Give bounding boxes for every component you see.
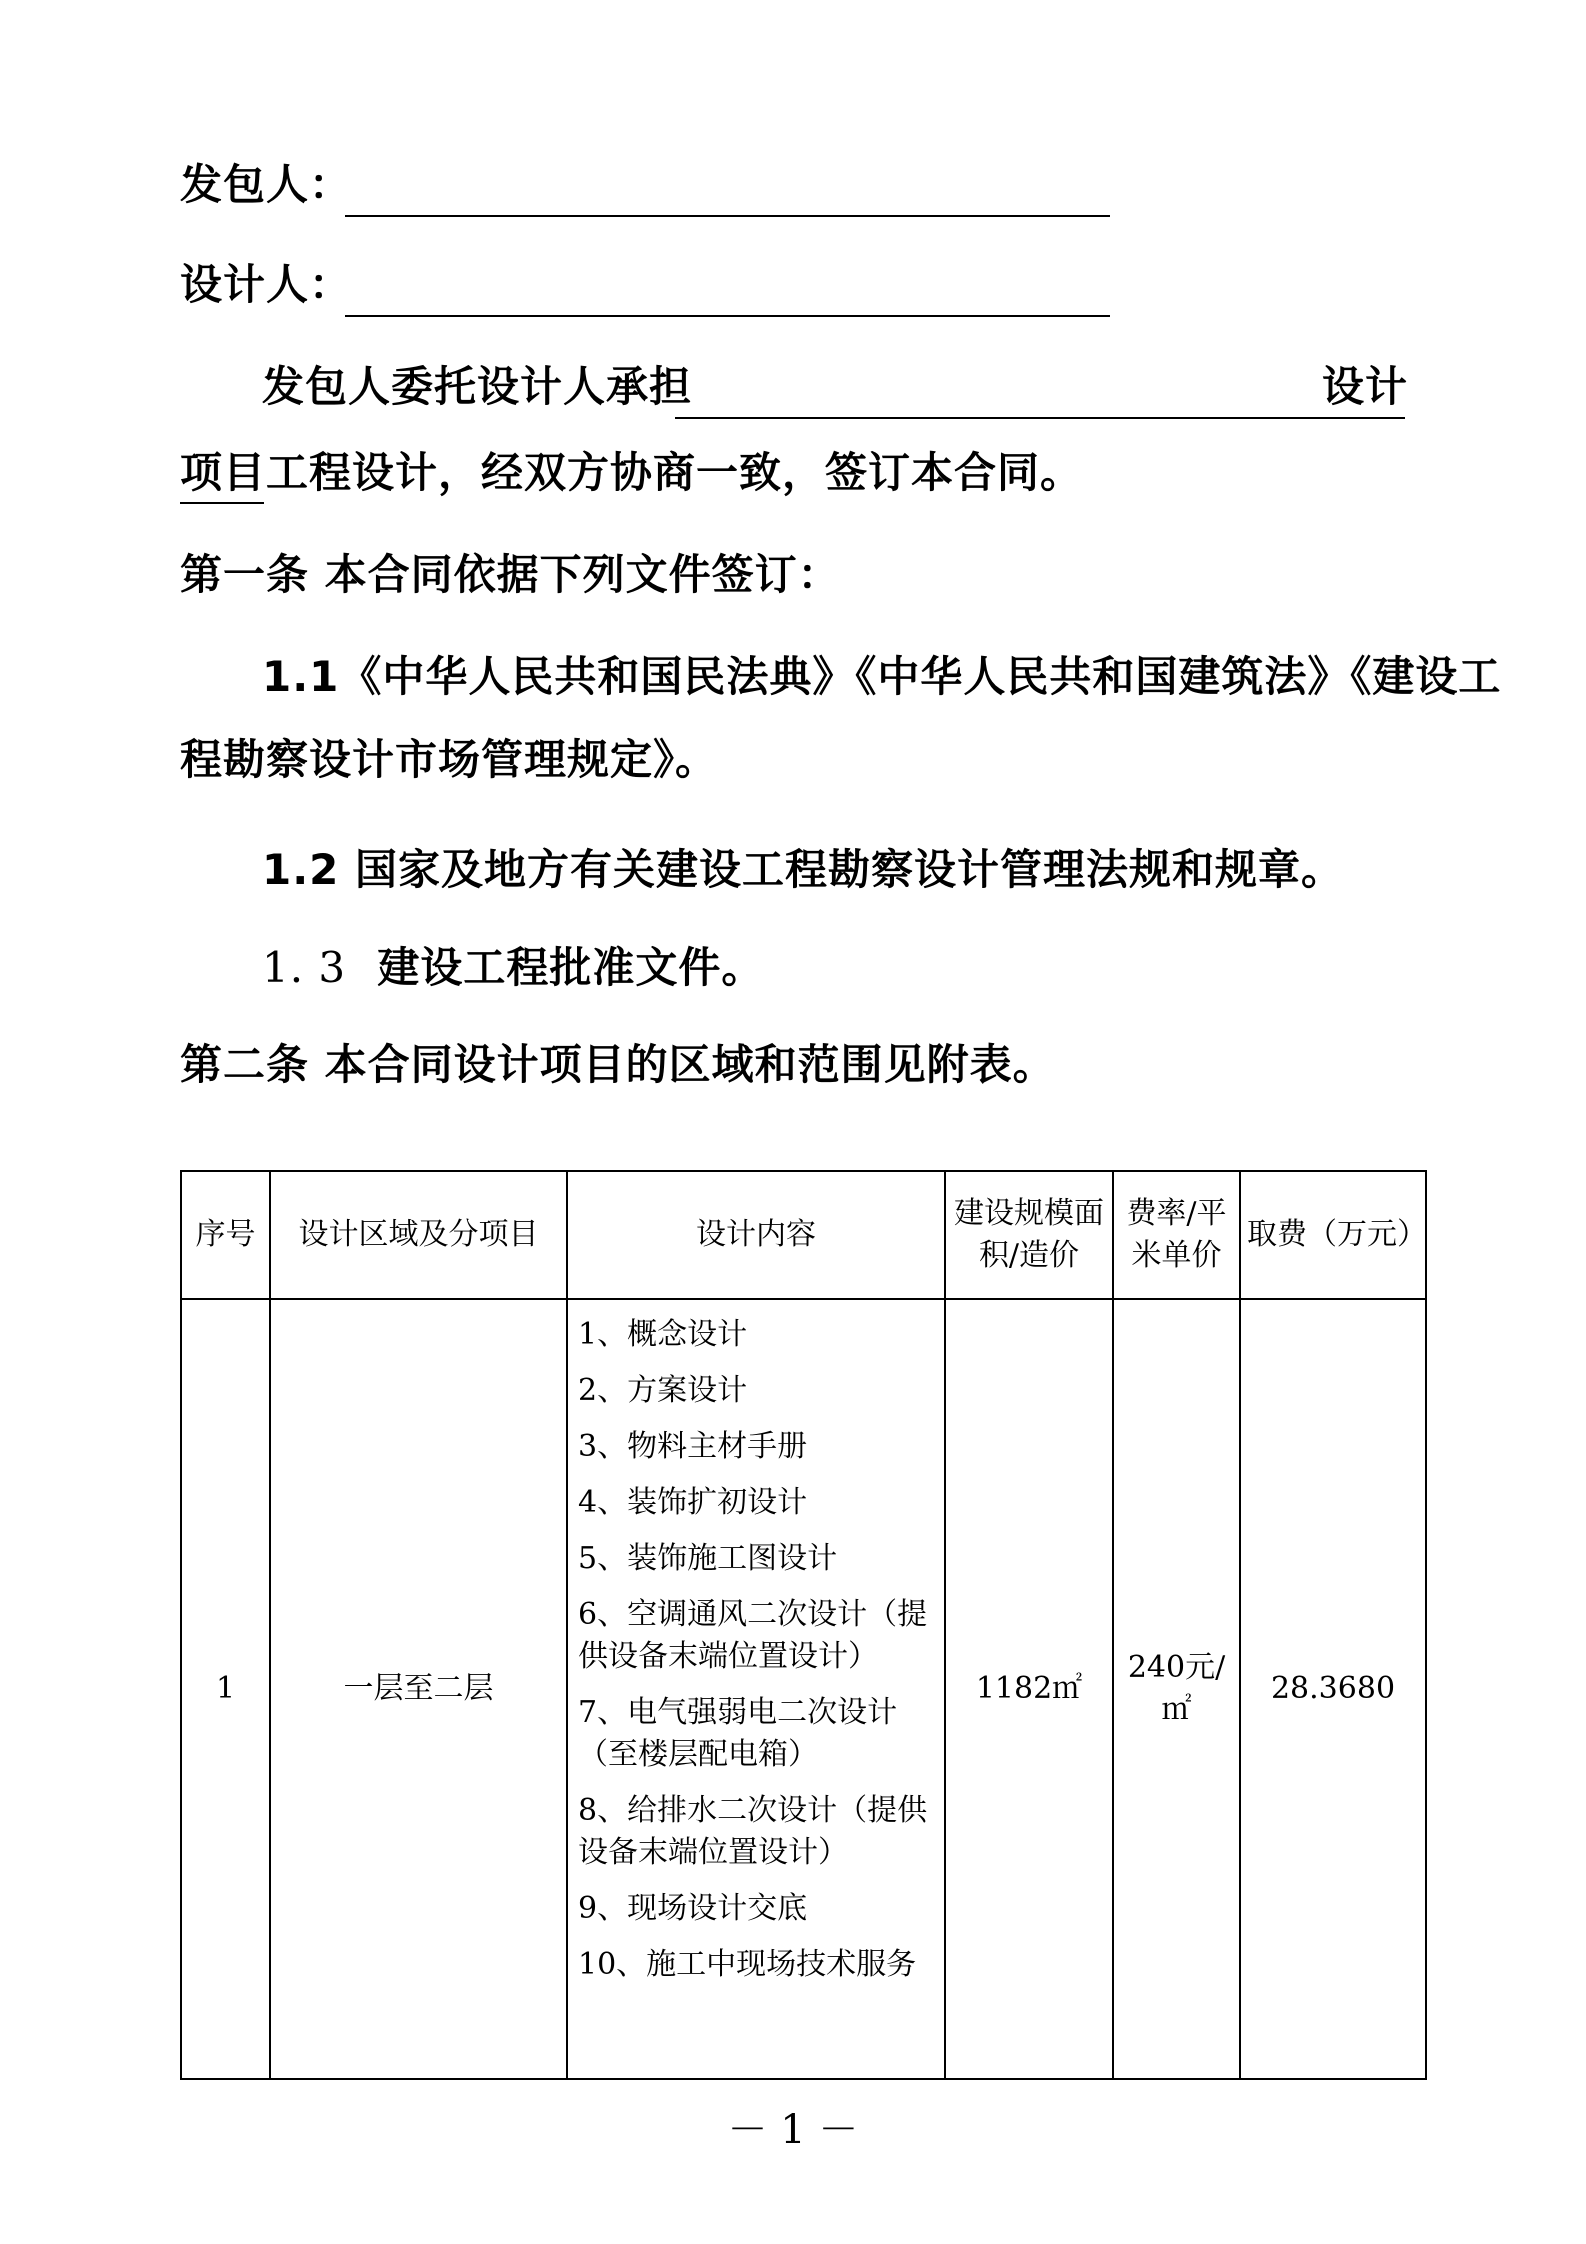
row-fee: 28.3680: [1240, 1299, 1426, 2079]
project-underline-end: [180, 502, 264, 504]
article1-item1-line2: 程勘察设计市场管理规定》。: [180, 735, 719, 784]
content-item: 10、施工中现场技术服务: [578, 1947, 917, 1982]
header-design-area: 设计区域及分项目: [270, 1171, 567, 1299]
article1-item3: [262, 943, 764, 993]
project-blank-line[interactable]: [675, 417, 1405, 419]
content-item: 7、电气强弱电二次设计（至楼层配电箱）: [578, 1695, 898, 1772]
employer-label: 发包人：: [180, 160, 353, 209]
content-item: 8、给排水二次设计（提供设备末端位置设计）: [578, 1793, 928, 1870]
content-item: 6、空调通风二次设计（提供设备末端位置设计）: [578, 1597, 928, 1674]
content-item: 5、装饰施工图设计: [578, 1541, 838, 1576]
designer-blank-line[interactable]: [345, 315, 1110, 317]
header-serial-no: 序号: [181, 1171, 270, 1299]
article2-heading: 第二条 本合同设计项目的区域和范围见附表。: [180, 1040, 1056, 1089]
row-scale: 1182㎡: [945, 1299, 1113, 2079]
content-item: 2、方案设计: [578, 1373, 748, 1408]
article1-item3-number: 1. 3: [262, 943, 347, 992]
designer-label: 设计人：: [180, 260, 353, 309]
header-scale: 建设规模面积/造价: [945, 1171, 1113, 1299]
row-serial-no: 1: [181, 1299, 270, 2079]
table-header-row: [181, 1171, 1426, 1299]
row-design-area: 一层至二层: [270, 1299, 567, 2079]
row-rate: 240元/㎡: [1113, 1299, 1240, 2079]
article1-item3-text: 建设工程批准文件。: [377, 943, 765, 992]
page-number: － 1 －: [727, 2107, 859, 2153]
intro-text-part1: 发包人委托设计人承担: [262, 362, 693, 411]
header-fee: 取费（万元）: [1240, 1171, 1426, 1299]
design-fee-table: [180, 1170, 1427, 2080]
intro-text-line2: 项目工程设计，经双方协商一致，签订本合同。: [180, 448, 1084, 497]
content-item: 3、物料主材手册: [578, 1429, 808, 1464]
article1-heading: 第一条 本合同依据下列文件签订：: [180, 550, 841, 599]
content-item: 4、装饰扩初设计: [578, 1485, 808, 1520]
header-rate: 费率/平米单价: [1113, 1171, 1240, 1299]
article1-item2: 1.2 国家及地方有关建设工程勘察设计管理法规和规章。: [262, 845, 1345, 894]
header-design-content: 设计内容: [567, 1171, 945, 1299]
content-item: 9、现场设计交底: [578, 1891, 808, 1926]
intro-text-part2: 设计: [1322, 362, 1409, 411]
employer-blank-line[interactable]: [345, 215, 1110, 217]
content-item: 1、概念设计: [578, 1317, 748, 1352]
table-row: [181, 1299, 1426, 2079]
article1-item1-line1: 1.1《中华人民共和国民法典》《中华人民共和国建筑法》《建设工: [262, 652, 1502, 701]
row-design-content: [567, 1299, 945, 2079]
